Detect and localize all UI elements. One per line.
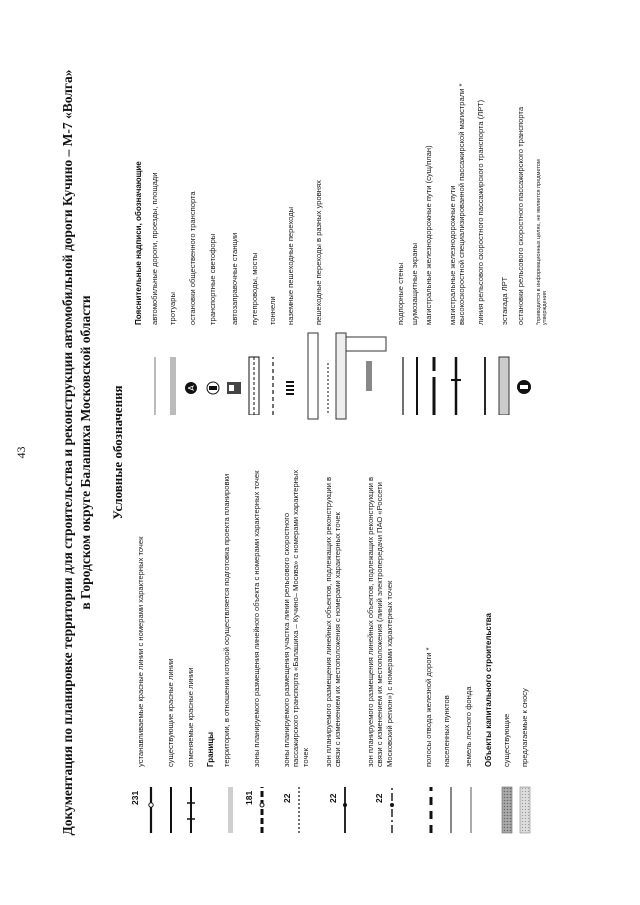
rail-zone-point-number: 22 bbox=[282, 793, 292, 803]
document-title-line-2: в Городском округе Балашиха Московской области bbox=[78, 295, 93, 610]
legend-label-retaining-walls: подпорные стены bbox=[396, 262, 405, 325]
lrt-stop-icon bbox=[516, 379, 532, 395]
existing-object-symbol bbox=[500, 785, 514, 835]
legend-right-column bbox=[130, 15, 630, 435]
legend-label-existing-red-lines: существующие красные линии bbox=[166, 658, 175, 767]
reconstruction-zone-symbol bbox=[340, 785, 350, 835]
legend-label-settlements: населенных пунктов bbox=[442, 695, 451, 767]
red-line-existing-symbol bbox=[166, 785, 176, 835]
page-number: 43 bbox=[14, 446, 28, 459]
noise-barrier-symbol bbox=[412, 355, 422, 415]
legend-label-tunnels: тоннели bbox=[268, 296, 277, 325]
legend-label-rail-transit-zone: зоны планируемого размещения участка линии рельсового скоростного пассажирского транспорта «Балашиха – Кучино– Москва» с номерами характерных точек bbox=[282, 469, 310, 767]
red-line-established-symbol bbox=[138, 785, 156, 835]
legend-label-traffic-lights: транспортные светофоры bbox=[208, 233, 217, 325]
legend-label-bus-stops: остановки общественного транспорта bbox=[188, 191, 197, 325]
forest-fund-border-symbol bbox=[466, 785, 476, 835]
legend-label-railway: магистральные железнодорожные пути (сущ/план) bbox=[424, 145, 433, 325]
legend-label-gas-stations: автозаправочные станции bbox=[230, 232, 239, 325]
legend-label-established-red-lines: устанавливаемые красные линии с номерами характерных точек bbox=[136, 536, 145, 767]
planning-territory-border-symbol bbox=[226, 785, 236, 835]
railway-right-of-way-symbol bbox=[426, 785, 436, 835]
sidewalk-symbol bbox=[168, 355, 178, 415]
rail-transit-zone-symbol bbox=[294, 785, 304, 835]
legend-label-power-line-zone: зон планируемого размещения линейных объектов, подлежащих реконструкции в связи с изменением их местоположения (линий электропередачи ПАО «Россети Московский регион») с номерами характерных точек bbox=[366, 476, 394, 767]
retaining-wall-symbol bbox=[398, 355, 408, 415]
legend-label-planning-territory: территории, в отношении которой осуществляется подготовка проекта планировки bbox=[222, 473, 231, 767]
power-line-zone-symbol bbox=[386, 785, 398, 835]
lrt-line-symbol bbox=[480, 355, 490, 415]
legend-label-noise-barriers: шумозащитные экраны bbox=[410, 242, 419, 325]
bus-stop-icon bbox=[184, 381, 198, 395]
section-borders: Границы bbox=[206, 731, 215, 767]
high-speed-line-symbol bbox=[450, 355, 462, 415]
demolition-object-symbol bbox=[518, 785, 532, 835]
traffic-light-icon bbox=[206, 381, 220, 395]
legend-label-linear-object-zone: зоны планируемого размещения линейного объекта с номерами характерных точек bbox=[252, 470, 261, 767]
footnote: *приводится в информационных целях, не является предметом утверждения bbox=[536, 159, 549, 325]
legend-label-lrt-stops: остановки рельсового скоростного пассажирского транспорта bbox=[516, 106, 525, 325]
legend-label-existing-objects: существующие bbox=[502, 713, 511, 767]
legend-left-column bbox=[130, 435, 630, 835]
legend-label-sidewalks: тротуары bbox=[168, 292, 177, 325]
road-symbol bbox=[150, 355, 160, 415]
section-explanatory: Пояснительные надписи, обозначающие bbox=[134, 161, 143, 325]
legend-label-cancelled-red-lines: отменяемые красные линии bbox=[186, 667, 195, 767]
crosswalk-symbol bbox=[284, 377, 296, 397]
reconstruction-zone-point-number: 22 bbox=[328, 793, 338, 803]
section-capital-objects: Объекты капитального строительства bbox=[484, 613, 493, 767]
legend-heading: Условные обозначения bbox=[110, 385, 125, 520]
power-line-zone-point-number: 22 bbox=[374, 793, 384, 803]
legend-label-railway-right-of-way: полосы отвода железной дороги * bbox=[424, 647, 433, 767]
legend-label-bridges: путепроводы, мосты bbox=[250, 252, 259, 325]
legend-label-demolition-objects: предлагаемые к сносу bbox=[520, 688, 529, 767]
legend-label-high-speed: высокоскоростной специализированной пассажирской магистрали * bbox=[457, 83, 466, 325]
svg-text:А: А bbox=[187, 385, 196, 391]
linear-object-zone-symbol bbox=[254, 785, 266, 835]
linear-zone-point-number: 181 bbox=[244, 790, 254, 805]
legend-label-lrt-overpass: эстакада ЛРТ bbox=[500, 276, 509, 325]
tunnel-symbol bbox=[268, 355, 278, 415]
legend-label-grade-separated: пешеходные переходы в разных уровнях bbox=[314, 180, 323, 325]
gas-station-icon bbox=[226, 381, 242, 395]
document-title-line-1: Документация по планировке территории для строительства и реконструкции автомобильной дороги Кучино – М-7 «Волга» bbox=[60, 69, 75, 836]
legend-label-crosswalks: наземные пешеходные переходы bbox=[286, 206, 295, 325]
legend-label-lrt-line: линия рельсового скоростного пассажирского транспорта (ЛРТ) bbox=[476, 99, 485, 325]
red-line-cancelled-symbol bbox=[186, 785, 196, 835]
bridge-symbol bbox=[248, 355, 260, 415]
railway-symbol bbox=[428, 355, 440, 415]
grade-separated-crossing-symbol bbox=[306, 331, 392, 421]
legend-label-high-speed-prefix: магистральные железнодорожные пути bbox=[448, 185, 457, 325]
legend-label-forest-fund: земель лесного фонда bbox=[464, 686, 473, 767]
legend-label-reconstruction-zone: зон планируемого размещения линейных объектов, подлежащих реконструкции в связи с изменением их местоположения с номерами характерных точек bbox=[324, 476, 343, 767]
settlements-border-symbol bbox=[446, 785, 456, 835]
lrt-overpass-symbol bbox=[498, 355, 510, 415]
red-line-point-number: 231 bbox=[130, 790, 140, 805]
legend-label-roads: автомобильные дороги, проезды, площади bbox=[150, 172, 159, 325]
